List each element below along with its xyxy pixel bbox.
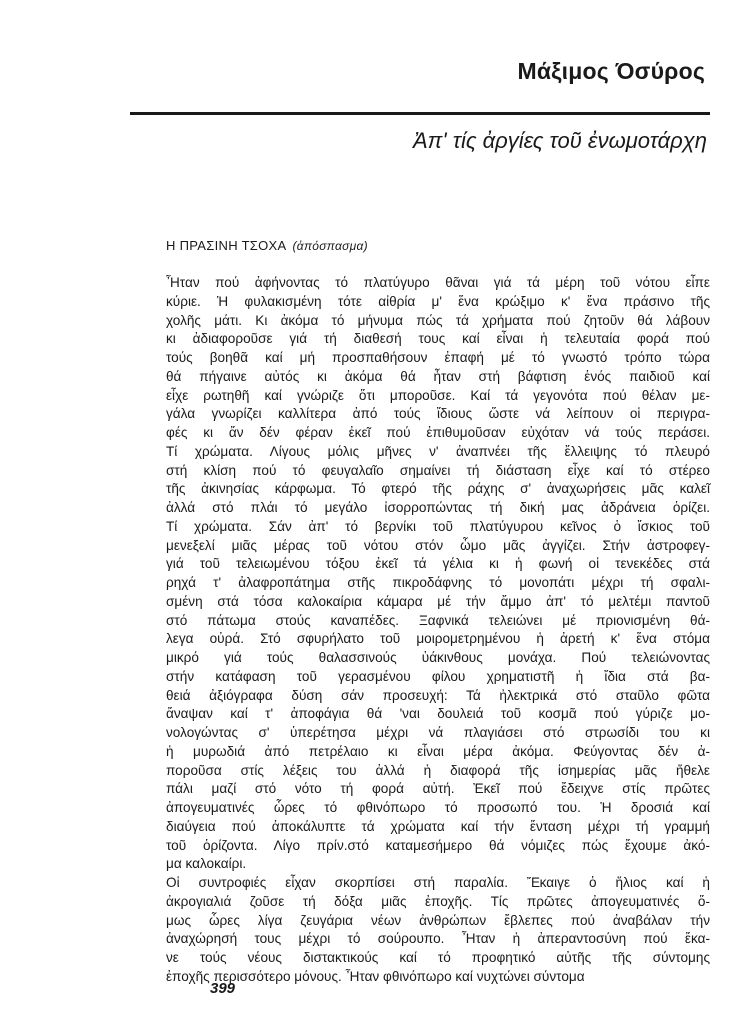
text-line: χολῆς μάτι. Κι ἀκόμα τό μήνυμα πώς τά χρήματα πού ζητοῦν θά λάβουν — [166, 312, 710, 328]
text-line: λεγα οὐρά. Στό σφυρήλατο τοῦ μοιρομετρημένου ἡ ἀρετή κ' ἕνα στόμα — [166, 631, 710, 647]
text-line: ἀπογευματινές ὧρες τό φθινόπωρο τό πρoσωπό του. Ἡ δροσιά καί — [166, 800, 710, 815]
text-line: τούς βοηθᾶ καί μή προσπαθήσουν ἐπαφή μέ τό γνωστό τρόπο τώρα — [166, 350, 710, 365]
text-line: ἀκρογιαλιά ζοῦσε τή δόξα μιᾶς ἐποχῆς. Τίς πρῶτες ἀπογευματινές ὅ- — [166, 893, 710, 909]
text-line: μα καλοκαίρι. — [166, 856, 247, 872]
text-line: Τί χρώματα. Σάν ἀπ' τό βερνίκι τοῦ πλατύγυρου κεῖνος ὁ ἴσκιος τοῦ — [166, 518, 710, 534]
text-line: μενεξελί μιᾶς μέρας τοῦ νότου στόν ὦμο μᾶς ἀγγίζει. Στήν ἀστροφεγ- — [166, 537, 710, 553]
header-rule — [130, 112, 710, 115]
text-line: στό πάτωμα στούς καναπέδες. Ξαφνικά τελειώνει μέ πριονισμένη θά- — [166, 612, 710, 628]
text-line: ρηχά τ' ἀλαφροπάτημα στῆς πικροδάφνης τό μονοπάτι μέχρι τή σφαλι- — [166, 575, 710, 590]
section-heading — [166, 238, 368, 253]
text-line: ἄναψαν καί τ' ἀποφάγια θά 'ναι δουλειά τοῦ κοσμᾶ πού γύριζε μο- — [166, 706, 710, 722]
text-line: Ἦταν πού ἀφήνοντας τό πλατύγυρο θᾶναι γιά τά μέρη τοῦ νότου εἶπε — [166, 275, 710, 290]
text-line: τῆς ἀκινησίας κάρφωμα. Τό φτερό τῆς ράχης σ' ἀναχωρήσεις μᾶς καλεῖ — [166, 481, 710, 497]
text-line: εἶχε ρωτηθῆ καί γνώριζε ὅτι μποροῦσε. Καί τά γεγονότα πού θέλαν με- — [166, 387, 710, 403]
text-line: Οἱ συντροφιές εἶχαν σκορπίσει στή παραλία. Ἔκαιγε ὁ ἥλιος καί ἡ — [166, 875, 710, 890]
text-line: κύριε. Ἡ φυλακισμένη τότε αἰθρία μ' ἕνα κρώξιμο κ' ἕνα πράσινο τῆς — [166, 293, 710, 309]
text-line: φές κι ἄν δέν φέραν ἐκεῖ πού ἐπιθυμοῦσαν εὐχόταν νά τούς περάσει. — [166, 425, 710, 440]
text-line: θειά ἀξιόγραφα δύση σάν προσευχή: Τά ἠλεκτρικά στό σταῦλο φῶτα — [166, 687, 710, 703]
text-line: μως ὧρες λίγα ζευγάρια νέων ἀνθρώπων ἔβλεπες πού ἀναβάλαν τήν — [166, 912, 710, 928]
text-line: Τί χρώματα. Λίγους μόλις μῆνες ν' ἀναπνέει τῆς ἔλλειψης τό πλευρό — [166, 443, 710, 459]
text-line: πάλι μαζί στό νότο τή φορά αὐτή. Ἐκεῖ πού ἔδειχνε στίς πρῶτες — [166, 781, 710, 797]
text-line: μικρό γιά τούς θαλασσινούς ὑάκινθους μονάχα. Πού τελειώνοντας — [166, 650, 710, 665]
text-line: νολογώντας σ' ὑπερέτησα μέχρι νά πλαγιάσει στό στρωσίδι του κι — [166, 725, 710, 740]
page-number: 399 — [210, 980, 236, 997]
text-line: στή κλίση πού τό φευγαλαῖο σημαίνει τή διάσταση εἶχε καί τό στέρεο — [166, 462, 710, 478]
text-line: κι ἀδιαφοροῦσε γιά τή διαθεσή τους καί εἶναι ἡ τελευταία φορά πού — [166, 331, 710, 347]
body-text — [166, 274, 710, 987]
text-line: ἡ μυρωδιά ἀπό πετρέλαιο κι εἶναι μέρα ἀκόμα. Φεύγοντας δέν ἀ- — [166, 743, 710, 759]
text-line: γάλα γνωρίζει καλλίτερα ἀπό τούς ἴδιους ὥστε νά λείπουν οἱ περιγρα- — [166, 406, 710, 422]
text-line: θά πήγαινε αὐτός κι ἀκόμα θά ἦταν στή βάφτιση ἑνός παιδιοῦ καί — [166, 368, 710, 384]
text-line: ἀναχώρησή τους μέχρι τό σούρουπο. Ἦταν ἡ ἀπεραντοσύνη πού ἔκα- — [166, 931, 710, 947]
text-line: γιά τοῦ τελειωμένου τόξου ἐκεῖ τά γέλια κι ἡ φωνή οἱ τενεκέδες στά — [166, 556, 710, 572]
text-line: διαύγεια πού ἀποκάλυπτε τά χρώματα καί τήν ἔνταση μέχρι τή γραμμή — [166, 818, 710, 834]
work-title: Ἀπ' τίς ἀργίες τοῦ ἐνωμοτάρχη — [412, 128, 707, 153]
author-name: Μάξιμος Όσύρος — [517, 58, 705, 84]
text-line: ἐποχῆς περισσότερο μόνους. Ἦταν φθινόπωρο καί νυχτώνει σύντομα — [166, 968, 585, 984]
text-line: ποροῦσα στίς λέξεις του ἀλλά ἡ διαφορά τῆς ἰσημερίας μᾶς ἤθελε — [166, 762, 710, 778]
section-note: (ἀπόσπασμα) — [292, 239, 368, 253]
text-line: τοῦ ὁρίζοντα. Λίγο πρίν.στό καταμεσήμερο θά νόμιζες πώς ἔχουμε ἀκό- — [166, 837, 710, 853]
text-line: ἀλλά στό πλάι τό μεγάλο ἰσορροπώντας τή δική μας ἀδράνεια ὁρίζει. — [166, 500, 710, 515]
section-title: Η ΠΡΑΣΙΝΗ ΤΣΟΧΑ — [166, 238, 287, 253]
text-line: σμένη στά τόσα καλοκαίρια κάμαρα μέ τήν ἄμμο ἀπ' τό μελτέμι παντοῦ — [166, 593, 710, 609]
text-line: νε τούς νέους διστακτικούς καί τό προφητικό αὐτῆς τῆς σύντομης — [166, 950, 710, 965]
text-line: στήν κατάφαση τοῦ γερασμένου φίλου χρηματιστῆ ἡ ἴδια στά βα- — [166, 668, 710, 684]
